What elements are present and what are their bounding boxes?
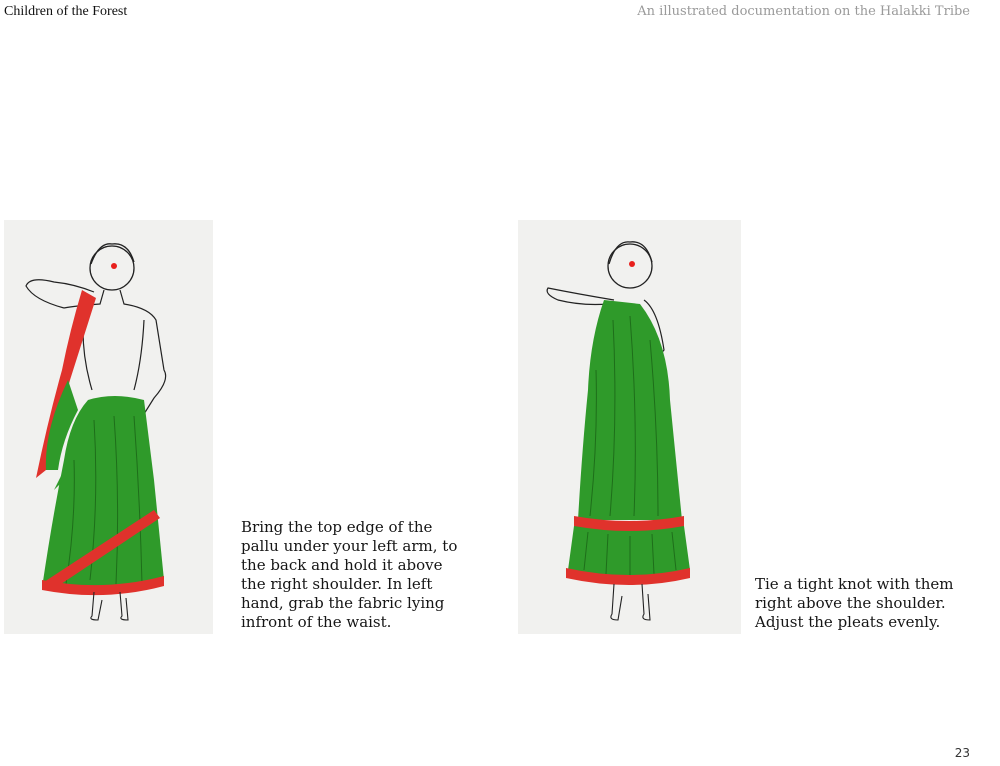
step-caption-1: Bring the top edge of the pallu under your left arm, to the back and hold it above the right shoulder. In left hand, grab the fabric lying infront of the waist.	[241, 518, 458, 631]
book-title: Children of the Forest	[4, 4, 128, 19]
draped-figure-drawing-2	[518, 220, 741, 634]
bindi-dot	[111, 263, 117, 269]
page-number: 23	[954, 746, 970, 760]
saree-step-illustration-2	[518, 220, 741, 634]
draped-figure-drawing-1	[4, 220, 213, 634]
document-subtitle: An illustrated documentation on the Halakki Tribe	[637, 4, 970, 19]
step-caption-2: Tie a tight knot with them right above the shoulder. Adjust the pleats evenly.	[755, 575, 954, 631]
saree-step-illustration-1	[4, 220, 213, 634]
bindi-dot	[629, 261, 635, 267]
